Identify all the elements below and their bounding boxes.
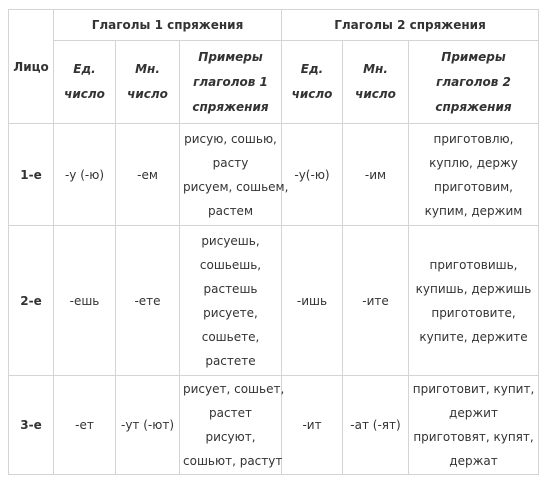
g1-examples-cell: рисует, сошьет, растет рисуют, сошьют, растут — [180, 376, 282, 475]
table-row — [9, 376, 539, 475]
g2-plural-ending: -им — [343, 124, 409, 226]
g2-singular-ending: -у(-ю) — [282, 124, 343, 226]
group2-plural-header: Мн. число — [343, 41, 409, 124]
group1-header: Глаголы 1 спряжения — [54, 10, 282, 41]
g2-examples-cell: приготовишь, купишь, держишь приготовите, купите, держите — [409, 226, 539, 376]
group2-singular-header: Ед. число — [282, 41, 343, 124]
person-cell: 2-е — [9, 226, 54, 376]
group1-plural-header: Мн. число — [116, 41, 180, 124]
g1-plural-ending: -ут (-ют) — [116, 376, 180, 475]
g1-examples-cell: рисуешь, сошьешь, растешь рисуете, сошьете, растете — [180, 226, 282, 376]
g2-singular-ending: -ишь — [282, 226, 343, 376]
g1-examples-cell: рисую, сошью, расту рисуем, сошьем, растем — [180, 124, 282, 226]
person-cell: 3-е — [9, 376, 54, 475]
group1-examples-header: Примеры глаголов 1 спряжения — [180, 41, 282, 124]
conjugation-table — [8, 9, 539, 475]
group2-examples-header: Примеры глаголов 2 спряжения — [409, 41, 539, 124]
person-column-header: Лицо — [9, 10, 54, 124]
g1-singular-ending: -у (-ю) — [54, 124, 116, 226]
table-row — [9, 124, 539, 226]
group2-header: Глаголы 2 спряжения — [282, 10, 539, 41]
table-row — [9, 226, 539, 376]
g2-examples-cell: приготовит, купит, держит приготовят, купят, держат — [409, 376, 539, 475]
g1-singular-ending: -ешь — [54, 226, 116, 376]
g2-plural-ending: -ат (-ят) — [343, 376, 409, 475]
g1-singular-ending: -ет — [54, 376, 116, 475]
group1-singular-header: Ед. число — [54, 41, 116, 124]
person-cell: 1-е — [9, 124, 54, 226]
g2-examples-cell: приготовлю, куплю, держу приготовим, купим, держим — [409, 124, 539, 226]
g2-plural-ending: -ите — [343, 226, 409, 376]
g1-plural-ending: -ете — [116, 226, 180, 376]
g2-singular-ending: -ит — [282, 376, 343, 475]
g1-plural-ending: -ем — [116, 124, 180, 226]
